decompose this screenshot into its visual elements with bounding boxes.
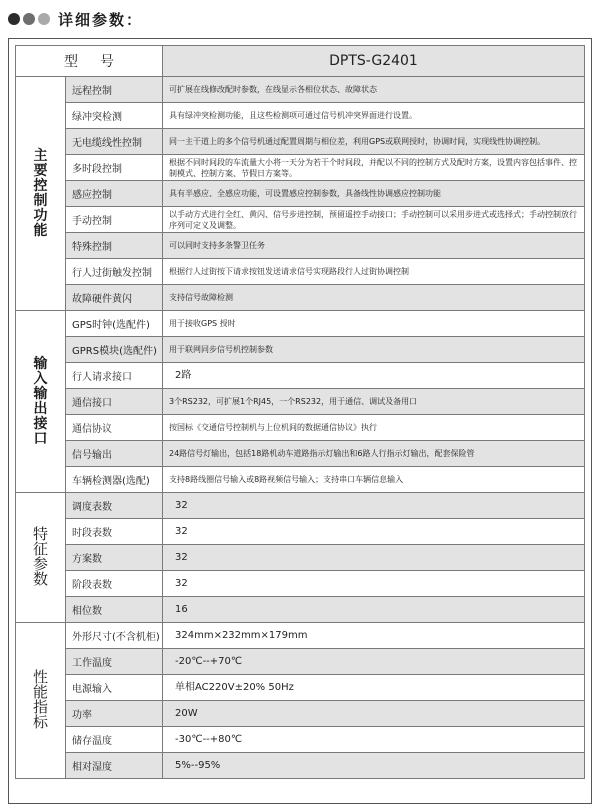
bullet-dot-icon [23,13,35,25]
param-value: 32 [163,571,585,597]
table-row [16,181,585,207]
param-value: 可以同时支持多条警卫任务 [163,233,585,259]
param-value: 支持信号故障检测 [163,285,585,311]
param-value: -20℃--+70℃ [163,649,585,675]
param-value: 32 [163,519,585,545]
param-name: 相对湿度 [66,753,163,779]
model-label: 型号 [16,46,163,77]
param-value: -30℃--+80℃ [163,727,585,753]
table-row [16,415,585,441]
param-name: 时段表数 [66,519,163,545]
param-name: GPS时钟(选配件) [66,311,163,337]
table-row [16,493,585,519]
param-name: 信号输出 [66,441,163,467]
param-value: 16 [163,597,585,623]
param-value: 20W [163,701,585,727]
bullet-dot-icon [38,13,50,25]
table-row [16,311,585,337]
table-row [16,77,585,103]
param-name: GPRS模块(选配件) [66,337,163,363]
table-row [16,155,585,181]
param-value: 具有绿冲突检测功能，且这些检测项可通过信号机冲突界面进行设置。 [163,103,585,129]
category-label: 主要控制功能 [33,147,48,239]
param-value: 根据行人过街按下请求按钮发送请求信号实现路段行人过街协调控制 [163,259,585,285]
param-value: 按国标《交通信号控制机与上位机间的数据通信协议》执行 [163,415,585,441]
param-name: 功率 [66,701,163,727]
table-row [16,233,585,259]
table-row [16,519,585,545]
param-name: 外形尺寸(不含机柜) [66,623,163,649]
param-name: 感应控制 [66,181,163,207]
param-value: 3个RS232，可扩展1个RJ45，一个RS232，用于通信、调试及备用口 [163,389,585,415]
param-name: 多时段控制 [66,155,163,181]
param-name: 手动控制 [66,207,163,233]
param-value: 用于联网同步信号机控制参数 [163,337,585,363]
param-value: 同一主干道上的多个信号机通过配置周期与相位差，利用GPS或联网授时，协调时间，实现线性协调控制。 [163,129,585,155]
table-row [16,571,585,597]
table-row [16,259,585,285]
table-row [16,285,585,311]
category-main-functions [16,77,66,311]
table-row [16,207,585,233]
param-value: 根据不同时间段的车流量大小将一天分为若干个时间段，并配以不同的控制方式及配时方案，设置内容包括事件、控制模式、控制方案、节假日方案等。 [163,155,585,181]
table-row [16,363,585,389]
param-value: 24路信号灯输出，包括18路机动车道路指示灯输出和6路人行指示灯输出，配套保险管 [163,441,585,467]
table-row [16,753,585,779]
param-name: 无电缆线性控制 [66,129,163,155]
spec-table [15,45,585,779]
param-value: 可扩展在线修改配时参数，在线显示各相位状态、故障状态 [163,77,585,103]
table-row [16,675,585,701]
param-name: 阶段表数 [66,571,163,597]
param-name: 远程控制 [66,77,163,103]
table-row [16,701,585,727]
table-row [16,649,585,675]
table-row [16,467,585,493]
param-name: 特殊控制 [66,233,163,259]
param-value: 具有半感应、全感应功能，可设置感应控制参数，具备线性协调感应控制功能 [163,181,585,207]
bullet-dot-icon [8,13,20,25]
param-value: 支持8路线圈信号输入或8路视频信号输入；支持串口车辆信息输入 [163,467,585,493]
param-name: 车辆检测器(选配) [66,467,163,493]
param-name: 电源输入 [66,675,163,701]
category-feature-params [16,493,66,623]
param-value: 以手动方式进行全红、黄闪、信号步进控制，预留遥控手动接口；手动控制可以采用步进式或选择式；手动控制放行序列可定义及调整。 [163,207,585,233]
table-row [16,545,585,571]
category-performance [16,623,66,779]
category-label: 输入输出接口 [33,355,48,447]
param-value: 用于接收GPS 授时 [163,311,585,337]
category-label: 特征参数 [32,525,48,588]
param-name: 通信协议 [66,415,163,441]
section-header [8,7,143,31]
param-name: 调度表数 [66,493,163,519]
param-value: 5%--95% [163,753,585,779]
table-row [16,597,585,623]
param-name: 故障硬件黄闪 [66,285,163,311]
table-row [16,623,585,649]
param-name: 工作温度 [66,649,163,675]
param-name: 行人过街触发控制 [66,259,163,285]
param-name: 绿冲突检测 [66,103,163,129]
category-io-interfaces [16,311,66,493]
param-name: 相位数 [66,597,163,623]
table-row [16,441,585,467]
model-row [16,46,585,77]
param-value: 324mm×232mm×179mm [163,623,585,649]
param-name: 行人请求接口 [66,363,163,389]
table-row [16,337,585,363]
table-row [16,103,585,129]
param-name: 方案数 [66,545,163,571]
table-row [16,389,585,415]
param-value: 单相AC220V±20% 50Hz [163,675,585,701]
category-label: 性能指标 [32,668,48,731]
param-value: 32 [163,545,585,571]
param-value: 32 [163,493,585,519]
param-value: 2路 [163,363,585,389]
param-name: 通信接口 [66,389,163,415]
param-name: 储存温度 [66,727,163,753]
page-title: 详细参数： [58,10,144,29]
model-value: DPTS-G2401 [163,46,585,77]
table-row [16,727,585,753]
table-row [16,129,585,155]
